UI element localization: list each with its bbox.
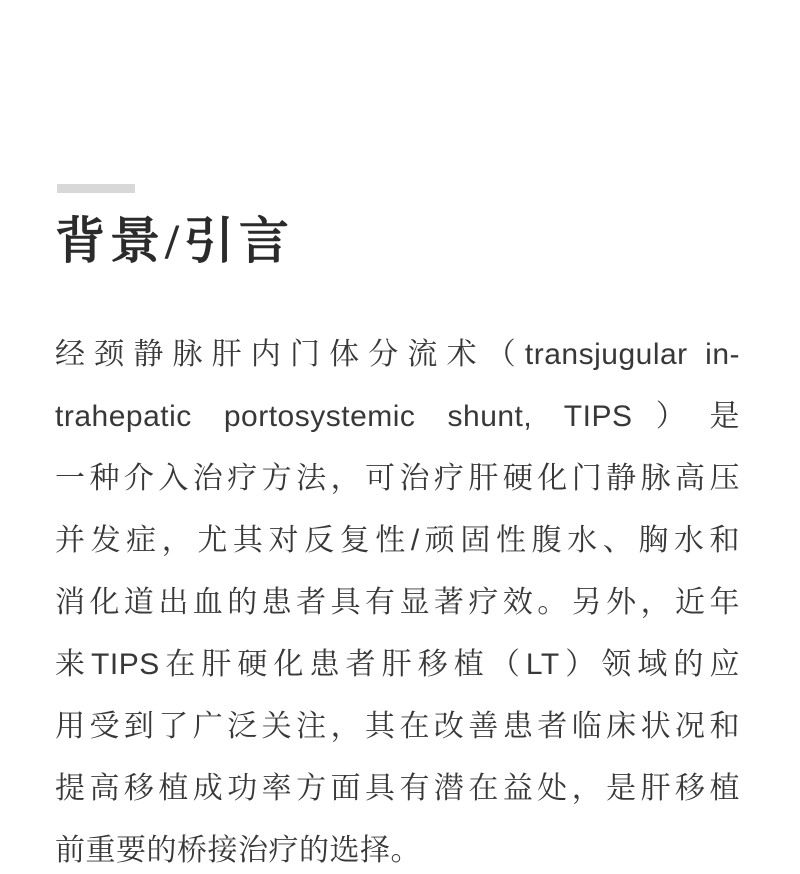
paragraph-line: 并发症，尤其对反复性/顽固性腹水、胸水和 — [55, 524, 740, 557]
paragraph-line: 前重要的桥接治疗的选择。 — [55, 834, 421, 867]
paragraph-line: 提高移植成功率方面具有潜在益处，是肝移植 — [55, 772, 740, 805]
section-accent-bar — [57, 184, 135, 193]
paragraph-line: 用受到了广泛关注，其在改善患者临床状况和 — [55, 710, 740, 743]
section-title: 背景/引言 — [55, 213, 294, 269]
paragraph-line: 经颈静脉肝内门体分流术（transjugular in- — [55, 338, 740, 371]
body-paragraph — [55, 324, 740, 874]
paragraph-line: 来TIPS在肝硬化患者肝移植（LT）领域的应 — [55, 648, 740, 681]
paragraph-line: 消化道出血的患者具有显著疗效。另外，近年 — [55, 586, 740, 619]
paragraph-line: 一种介入治疗方法，可治疗肝硬化门静脉高压 — [55, 462, 740, 495]
paragraph-line: trahepatic portosystemic shunt, TIPS）是 — [55, 400, 740, 433]
